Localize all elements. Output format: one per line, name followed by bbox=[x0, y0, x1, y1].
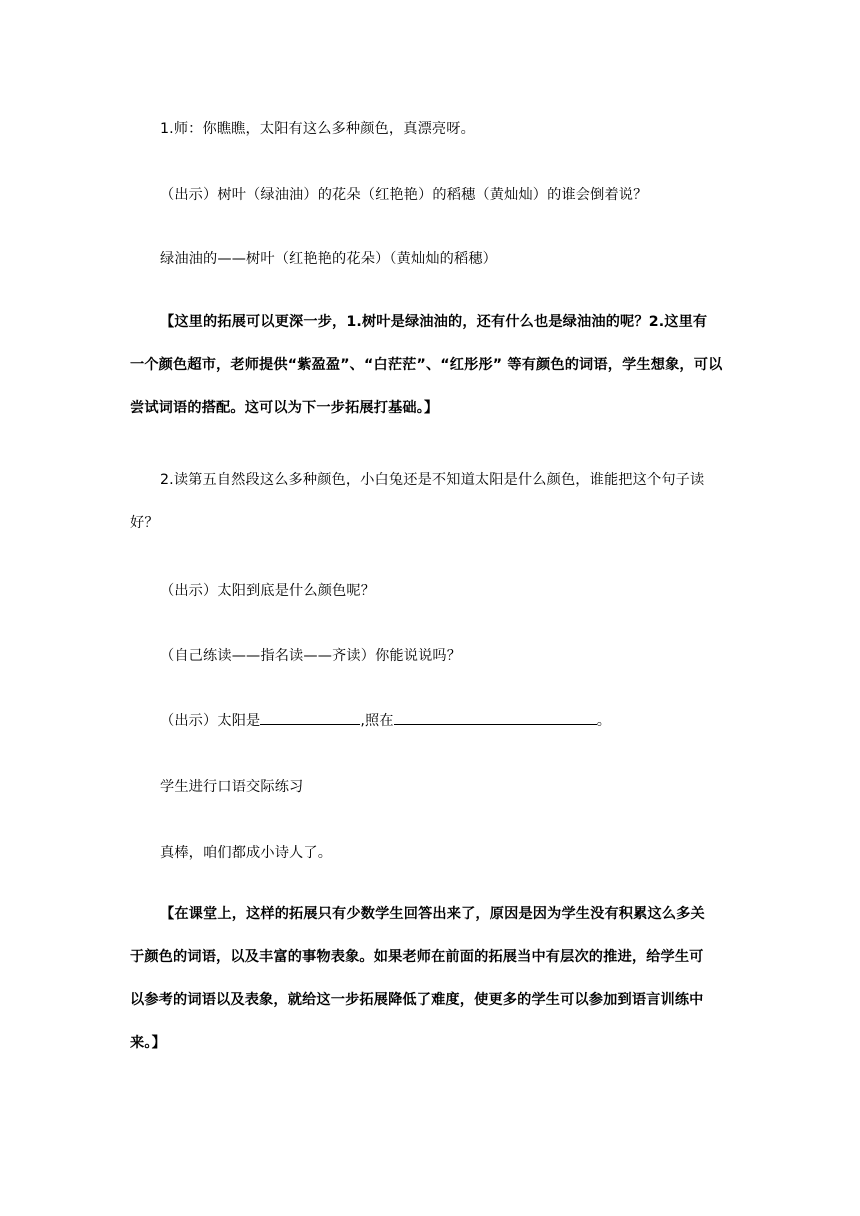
paragraph-read-fifth bbox=[130, 459, 736, 545]
note-extension-2-line3: 以参考的词语以及表象，就给这一步拓展降低了难度，使更多的学生可以参加到语言训练中 bbox=[130, 992, 704, 1008]
paragraph-oral-practice: 学生进行口语交际练习 bbox=[160, 779, 304, 795]
paragraph-show-leaves: （出示）树叶（绿油油）的花朵（红艳艳）的稻穗（黄灿灿）的谁会倒着说？ bbox=[160, 187, 648, 203]
note-extension-1-line3: 尝试词语的搭配。这可以为下一步拓展打基础。】 bbox=[130, 400, 439, 416]
note-extension-2-line2: 于颜色的词语，以及丰富的事物表象。如果老师在前面的拓展当中有层次的推进，给学生可 bbox=[130, 949, 704, 965]
fill-in-blank-1 bbox=[260, 710, 360, 725]
paragraph-fill-in-sentence bbox=[130, 710, 766, 730]
fill-in-suffix: 。 bbox=[596, 713, 612, 729]
note-extension-1-line1: 【这里的拓展可以更深一步，1.树叶是绿油油的，还有什么也是绿油油的呢？2.这里有 bbox=[160, 314, 708, 330]
paragraph-read-fifth-line1: 2.读第五自然段这么多种颜色，小白兔还是不知道太阳是什么颜色，谁能把这个句子读 bbox=[160, 472, 705, 488]
paragraph-teacher-line: 1.师：你瞧瞧，太阳有这么多种颜色，真漂亮呀。 bbox=[160, 121, 475, 137]
paragraph-practice-reading: （自己练读——指名读——齐读）你能说说吗？ bbox=[160, 648, 462, 664]
note-extension-1-line2: 一个颜色超市，老师提供“紫盈盈”、“白茫茫”、“红彤彤” 等有颜色的词语，学生想象，可以 bbox=[130, 357, 723, 373]
paragraph-sun-color-question: （出示）太阳到底是什么颜色呢？ bbox=[160, 583, 376, 599]
note-extension-2 bbox=[130, 893, 736, 1065]
fill-in-blank-2 bbox=[394, 710, 597, 725]
paragraph-reverse-say: 绿油油的——树叶（红艳艳的花朵）（黄灿灿的稻穗） bbox=[160, 251, 498, 267]
paragraph-praise: 真棒，咱们都成小诗人了。 bbox=[160, 845, 333, 861]
fill-in-middle: ,照在 bbox=[360, 713, 394, 729]
fill-in-prefix: （出示）太阳是 bbox=[160, 713, 261, 729]
note-extension-2-line1: 【在课堂上，这样的拓展只有少数学生回答出来了，原因是因为学生没有积累这么多关 bbox=[160, 906, 705, 922]
paragraph-read-fifth-line2: 好？ bbox=[130, 515, 159, 531]
note-extension-2-line4: 来。】 bbox=[130, 1035, 166, 1051]
note-extension-1 bbox=[130, 301, 736, 430]
